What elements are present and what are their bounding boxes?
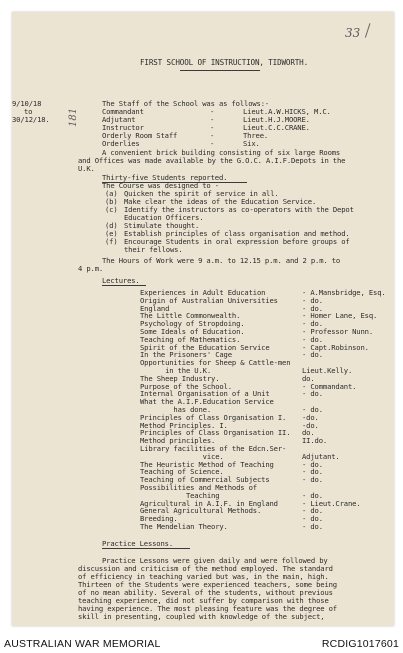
lecture-title: vice. xyxy=(140,451,224,461)
staff-dash: - xyxy=(210,115,215,124)
lecture-title: Some Ideals of Education. xyxy=(140,327,245,336)
staff-name: Lieut.H.J.MOORE. xyxy=(243,115,310,124)
lecture-speaker: -do. xyxy=(302,420,319,430)
staff-role: Commandant xyxy=(102,107,144,116)
hours-line: The Hours of Work were 9 a.m. to 12.15 p.m. and 2 p.m. to xyxy=(102,256,341,265)
staff-name: Lieut.C.C.CRANE. xyxy=(243,123,310,132)
aim-label: (f) xyxy=(105,237,118,246)
practice-line: Practice Lessons were given daily and were followed by xyxy=(102,556,328,565)
staff-name: Six. xyxy=(243,139,260,148)
staff-name: Lieut.A.W.HICKS, M.C. xyxy=(243,107,331,116)
date-until: 30/12/18. xyxy=(12,115,50,124)
staff-dash: - xyxy=(210,131,215,140)
staff-dash: - xyxy=(210,107,215,116)
lecture-speaker: - do. xyxy=(302,334,323,344)
lecture-speaker: - A.Mansbridge, Esq. xyxy=(302,288,386,297)
document-title: FIRST SCHOOL OF INSTRUCTION, TIDWORTH. xyxy=(140,58,309,67)
lecture-speaker: - do. xyxy=(302,522,323,531)
building-line: U.K. xyxy=(78,164,95,173)
lectures-heading: Lectures. xyxy=(102,276,140,285)
lecture-title: Purpose of the School. xyxy=(140,381,232,391)
lecture-title: Opportunities for Sheep & Cattle-men xyxy=(140,358,291,368)
staff-role: Orderly Room Staff xyxy=(102,131,178,140)
practice-line: of no mean ability. Several of the students, without previous xyxy=(78,588,333,597)
lecture-title: Possibilities and Methods of xyxy=(140,483,257,492)
date-to: to xyxy=(24,107,33,116)
practice-line: of efficiency in teaching varied but was, in the main, high. xyxy=(78,572,329,581)
lecture-title: Principles of Class Organisation I. xyxy=(140,412,287,422)
lecture-speaker: - do. xyxy=(302,319,323,329)
lecture-title: Agricultural in A.I.F. in England xyxy=(140,498,278,508)
aim-label: (e) xyxy=(105,229,118,238)
staff-dash: - xyxy=(210,123,215,132)
aim-text: Establish principles of class organisation and method. xyxy=(124,229,350,238)
practice-heading: Practice Lessons. xyxy=(102,539,174,548)
aim-text: Stimulate thought. xyxy=(124,221,200,230)
lecture-title: Library facilities of the Edcn.Ser- xyxy=(140,444,287,453)
lecture-title: In the Prisoners' Cage xyxy=(140,350,232,360)
lecture-title: The Mendelian Theory. xyxy=(140,522,228,531)
lecture-title: Internal Organisation of a Unit xyxy=(140,389,270,399)
aim-label: (b) xyxy=(105,197,118,206)
lecture-speaker: - do. xyxy=(302,514,323,524)
lecture-title: General Agricultural Methods. xyxy=(140,506,262,516)
lecture-title: has done. xyxy=(140,405,212,414)
lecture-speaker: - do. xyxy=(302,350,323,360)
students-heading: Thirty-five Students reported. xyxy=(102,173,228,182)
lecture-speaker: - do. xyxy=(302,490,323,500)
lecture-speaker: - do. xyxy=(302,467,323,477)
title-underline xyxy=(180,70,260,71)
aim-label: (a) xyxy=(105,189,118,198)
lecture-title: Method Principles. I. xyxy=(140,420,228,430)
aim-text: their fellows. xyxy=(124,245,183,254)
lecture-speaker: Adjutant. xyxy=(302,451,340,461)
aim-text: Make clear the ideas of the Education Service. xyxy=(124,197,317,206)
lecture-title: Teaching of Commercial Subjects xyxy=(140,475,270,485)
lecture-speaker: - do. xyxy=(302,303,323,313)
lecture-speaker: - Professor Nunn. xyxy=(302,327,374,336)
staff-role: Orderlies xyxy=(102,139,140,148)
practice-line: having experience. The most pleasing feature was the degree of xyxy=(78,604,337,613)
document-page xyxy=(12,12,394,626)
aim-label: (c) xyxy=(105,205,118,214)
staff-role: Instructor xyxy=(102,123,144,132)
staff-dash: - xyxy=(210,139,215,148)
lecture-title: Psychology of Stropdoing. xyxy=(140,319,245,329)
date-from: 9/10/18 xyxy=(12,99,42,108)
practice-line: Thirteen of the Students were experienced teachers, some being xyxy=(78,580,337,589)
lectures-underline xyxy=(102,285,146,286)
building-line: A convenient brick building consisting of six large Rooms xyxy=(102,148,341,157)
lecture-title: Teaching of Mathematics. xyxy=(140,334,241,344)
lecture-title: The Sheep Industry. xyxy=(140,373,220,383)
lecture-speaker: - Capt.Robinson. xyxy=(302,342,369,352)
lecture-title: Spirit of the Education Service xyxy=(140,342,270,352)
staff-intro: The Staff of the School was as follows:- xyxy=(102,99,270,108)
lecture-speaker: - Commandant. xyxy=(302,381,357,391)
lecture-title: Teaching of Science. xyxy=(140,467,224,477)
practice-underline xyxy=(102,548,190,549)
lecture-speaker: - do. xyxy=(302,475,323,485)
practice-line: discussion and criticism of the method employed. The standard xyxy=(78,564,333,573)
lecture-title: The Little Commonwealth. xyxy=(140,311,241,321)
aim-label: (d) xyxy=(105,221,118,230)
lecture-title: Experiences in Adult Education xyxy=(140,288,266,297)
lecture-speaker: - do. xyxy=(302,459,323,469)
lecture-title: England xyxy=(140,303,170,313)
margin-note: 181 xyxy=(68,107,79,127)
staff-role: Adjutant xyxy=(102,115,136,124)
lecture-title: Origin of Australian Universities xyxy=(140,295,278,305)
lecture-speaker: - do. xyxy=(302,389,323,399)
aim-text: Education Officers. xyxy=(124,213,204,222)
lecture-title: Method principles. xyxy=(140,436,216,446)
aim-text: Quicken the spirit of service in all. xyxy=(124,189,279,198)
lecture-title: in the U.K. xyxy=(140,366,212,375)
lecture-speaker: II.do. xyxy=(302,436,328,446)
course-intro: The Course was designed to - xyxy=(102,181,219,190)
lecture-speaker: do. xyxy=(302,428,315,438)
staff-name: Three. xyxy=(243,131,269,140)
lecture-speaker: - Homer Lane, Esq. xyxy=(302,311,378,321)
building-line: and Offices was made available by the G.O.C. A.I.F.Depots in the xyxy=(78,156,346,165)
lecture-title: The Heuristic Method of Teaching xyxy=(140,459,274,469)
lecture-speaker: - Lieut.Crane. xyxy=(302,498,361,508)
lecture-speaker: - do. xyxy=(302,405,323,414)
footer-id: RCDIG1017601 xyxy=(321,638,399,650)
aim-text: Identify the instructors as co-operators with the Depot xyxy=(124,205,354,214)
lecture-speaker: - do. xyxy=(302,506,323,516)
practice-line: teaching experience, did not suffer by comparison with those xyxy=(78,596,329,605)
page-number-mark xyxy=(365,23,377,40)
lecture-speaker: do. xyxy=(302,373,315,383)
footer-source: AUSTRALIAN WAR MEMORIAL xyxy=(4,638,161,650)
lecture-speaker: Lieut.Kelly. xyxy=(302,366,353,375)
lecture-title: Principles of Class Organisation II. xyxy=(140,428,291,438)
practice-line: skill in presenting, coupled with knowledge of the subject, xyxy=(78,612,325,621)
lecture-title: Teaching xyxy=(140,490,220,500)
hours-line: 4 p.m. xyxy=(78,264,104,273)
lecture-speaker: - do. xyxy=(302,295,323,305)
lecture-title: What the A.I.F.Education Service xyxy=(140,397,274,407)
lecture-title: Breeding. xyxy=(140,514,178,524)
aim-text: Encourage Students in oral expression before groups of xyxy=(124,237,350,246)
page-number: 33 xyxy=(345,26,361,40)
lecture-speaker: -do. xyxy=(302,412,319,422)
